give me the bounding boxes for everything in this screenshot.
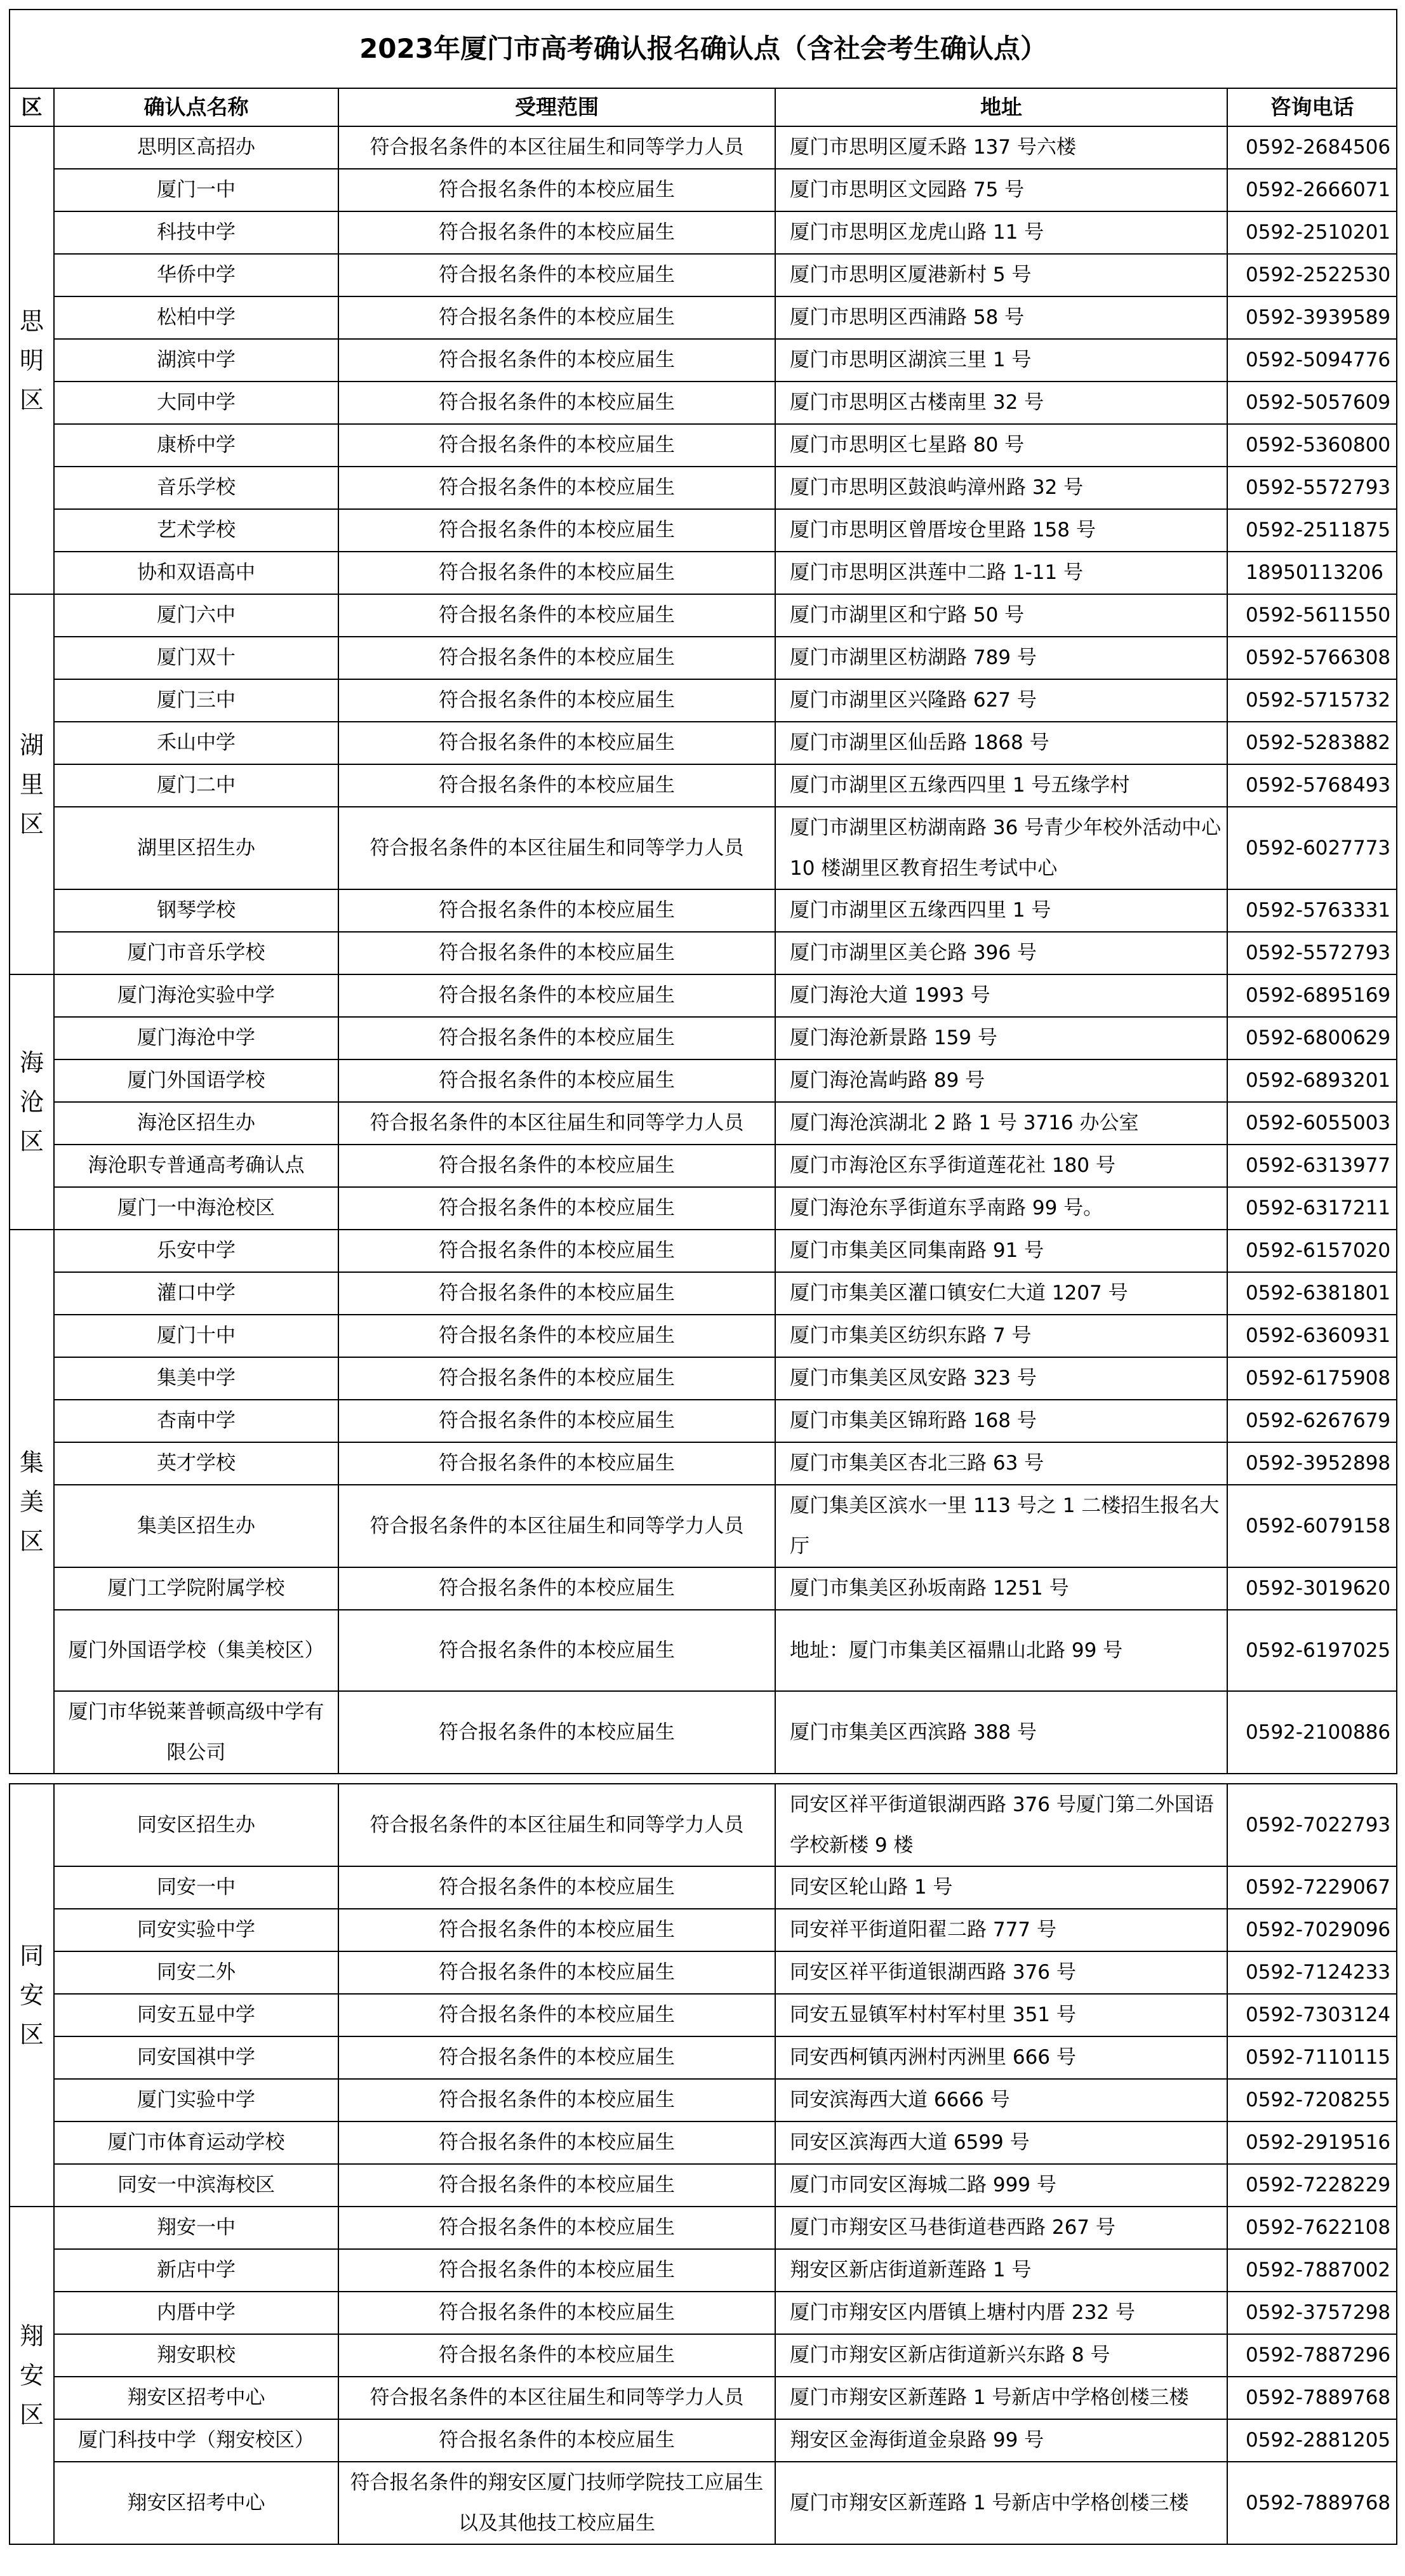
table-row [10, 382, 1397, 424]
address: 厦门海沧嵩屿路 89 号 [775, 1059, 1227, 1102]
phone: 0592-3939589 [1227, 296, 1397, 339]
header-phone: 咨询电话 [1227, 88, 1397, 126]
table-row [10, 764, 1397, 807]
address: 厦门市集美区灌口镇安仁大道 1207 号 [775, 1272, 1227, 1315]
phone: 0592-6157020 [1227, 1230, 1397, 1272]
table-row [10, 1784, 1397, 1866]
scope: 符合报名条件的本校应届生 [338, 1994, 775, 2036]
scope: 符合报名条件的本校应届生 [338, 1909, 775, 1951]
scope: 符合报名条件的本校应届生 [338, 382, 775, 424]
site-name: 厦门外国语学校（集美校区） [54, 1610, 338, 1691]
scope: 符合报名条件的本校应届生 [338, 932, 775, 974]
table-row [10, 339, 1397, 382]
phone: 0592-6267679 [1227, 1400, 1397, 1442]
scope: 符合报名条件的本校应届生 [338, 2249, 775, 2292]
scope: 符合报名条件的本校应届生 [338, 2079, 775, 2121]
address: 厦门市思明区曾厝垵仓里路 158 号 [775, 509, 1227, 552]
table-row [10, 637, 1397, 679]
scope: 符合报名条件的本校应届生 [338, 2334, 775, 2377]
table-row [10, 1485, 1397, 1567]
site-name: 灌口中学 [54, 1272, 338, 1315]
phone: 0592-6360931 [1227, 1315, 1397, 1357]
site-name: 厦门工学院附属学校 [54, 1567, 338, 1610]
site-name: 厦门市音乐学校 [54, 932, 338, 974]
phone: 0592-6197025 [1227, 1610, 1397, 1691]
phone: 0592-5572793 [1227, 932, 1397, 974]
phone: 0592-2100886 [1227, 1691, 1397, 1774]
site-name: 厦门市体育运动学校 [54, 2121, 338, 2164]
table-row [10, 1102, 1397, 1145]
scope: 符合报名条件的本校应届生 [338, 211, 775, 254]
phone: 0592-6079158 [1227, 1485, 1397, 1567]
phone: 0592-7887296 [1227, 2334, 1397, 2377]
table-row [10, 1691, 1397, 1774]
header-district: 区 [10, 88, 54, 126]
table-row [10, 2164, 1397, 2207]
scope: 符合报名条件的本校应届生 [338, 2121, 775, 2164]
phone: 0592-2881205 [1227, 2419, 1397, 2462]
phone: 0592-6381801 [1227, 1272, 1397, 1315]
site-name: 音乐学校 [54, 467, 338, 509]
address: 厦门市海沧区东孚街道莲花社 180 号 [775, 1145, 1227, 1187]
table-row [10, 1610, 1397, 1691]
site-name: 翔安职校 [54, 2334, 338, 2377]
phone: 0592-5360800 [1227, 424, 1397, 467]
district-label: 思明区 [19, 307, 44, 414]
scope: 符合报名条件的本校应届生 [338, 1866, 775, 1909]
scope: 符合报名条件的本校应届生 [338, 424, 775, 467]
table-row [10, 1059, 1397, 1102]
table-body-2 [10, 1784, 1397, 2544]
table-row [10, 1994, 1397, 2036]
table-row [10, 974, 1397, 1017]
site-name: 华侨中学 [54, 254, 338, 296]
scope: 符合报名条件的本校应届生 [338, 254, 775, 296]
address: 厦门市同安区海城二路 999 号 [775, 2164, 1227, 2207]
site-name: 英才学校 [54, 1442, 338, 1485]
scope: 符合报名条件的本校应届生 [338, 1691, 775, 1774]
phone: 0592-7229067 [1227, 1866, 1397, 1909]
table-row [10, 2462, 1397, 2544]
address: 厦门海沧东孚街道东孚南路 99 号。 [775, 1187, 1227, 1230]
district-label: 集美区 [19, 1448, 44, 1555]
phone: 0592-7889768 [1227, 2377, 1397, 2419]
site-name: 厦门十中 [54, 1315, 338, 1357]
scope: 符合报名条件的本校应届生 [338, 1230, 775, 1272]
site-name: 集美区招生办 [54, 1485, 338, 1567]
scope: 符合报名条件的本校应届生 [338, 2419, 775, 2462]
site-name: 同安一中 [54, 1866, 338, 1909]
address: 厦门市湖里区和宁路 50 号 [775, 594, 1227, 637]
site-name: 厦门市华锐莱普顿高级中学有限公司 [54, 1691, 338, 1774]
site-name: 大同中学 [54, 382, 338, 424]
address: 厦门市湖里区五缘西四里 1 号五缘学村 [775, 764, 1227, 807]
address: 地址：厦门市集美区福鼎山北路 99 号 [775, 1610, 1227, 1691]
table-main [9, 9, 1397, 1774]
site-name: 厦门外国语学校 [54, 1059, 338, 1102]
address: 同安西柯镇丙洲村丙洲里 666 号 [775, 2036, 1227, 2079]
scope: 符合报名条件的本校应届生 [338, 1442, 775, 1485]
site-name: 科技中学 [54, 211, 338, 254]
scope: 符合报名条件的本区往届生和同等学力人员 [338, 807, 775, 889]
scope: 符合报名条件的本校应届生 [338, 2164, 775, 2207]
table-row [10, 169, 1397, 211]
scope: 符合报名条件的本校应届生 [338, 974, 775, 1017]
scope: 符合报名条件的本校应届生 [338, 2292, 775, 2334]
scope: 符合报名条件的本区往届生和同等学力人员 [338, 126, 775, 169]
address: 同安五显镇军村村军村里 351 号 [775, 1994, 1227, 2036]
address: 厦门市翔安区新店街道新兴东路 8 号 [775, 2334, 1227, 2377]
phone: 0592-7303124 [1227, 1994, 1397, 2036]
scope: 符合报名条件的本校应届生 [338, 2036, 775, 2079]
district-cell [10, 2207, 54, 2544]
table-row [10, 932, 1397, 974]
address: 厦门市翔安区新莲路 1 号新店中学格创楼三楼 [775, 2377, 1227, 2419]
site-name: 厦门海沧实验中学 [54, 974, 338, 1017]
scope: 符合报名条件的本校应届生 [338, 169, 775, 211]
table-body-1 [10, 126, 1397, 1774]
phone: 0592-5283882 [1227, 722, 1397, 764]
address: 厦门市湖里区枋湖路 789 号 [775, 637, 1227, 679]
site-name: 厦门实验中学 [54, 2079, 338, 2121]
site-name: 湖滨中学 [54, 339, 338, 382]
table-row [10, 2121, 1397, 2164]
address: 厦门市集美区锦珩路 168 号 [775, 1400, 1227, 1442]
phone: 0592-5715732 [1227, 679, 1397, 722]
scope: 符合报名条件的本校应届生 [338, 889, 775, 932]
address: 同安区祥平街道银湖西路 376 号厦门第二外国语学校新楼 9 楼 [775, 1784, 1227, 1866]
address: 同安区轮山路 1 号 [775, 1866, 1227, 1909]
district-cell [10, 126, 54, 594]
table-row [10, 2377, 1397, 2419]
phone: 0592-5057609 [1227, 382, 1397, 424]
phone: 0592-3757298 [1227, 2292, 1397, 2334]
address: 同安区祥平街道银湖西路 376 号 [775, 1951, 1227, 1994]
scope: 符合报名条件的本校应届生 [338, 1017, 775, 1059]
site-name: 钢琴学校 [54, 889, 338, 932]
table-row [10, 1145, 1397, 1187]
table-row [10, 2292, 1397, 2334]
table-row [10, 254, 1397, 296]
header-address: 地址 [775, 88, 1227, 126]
address: 厦门市思明区鼓浪屿漳州路 32 号 [775, 467, 1227, 509]
address: 厦门市集美区同集南路 91 号 [775, 1230, 1227, 1272]
header-scope: 受理范围 [338, 88, 775, 126]
address: 厦门市集美区西滨路 388 号 [775, 1691, 1227, 1774]
district-label: 海沧区 [19, 1049, 44, 1155]
site-name: 协和双语高中 [54, 552, 338, 594]
scope: 符合报名条件的本校应届生 [338, 1187, 775, 1230]
table-row [10, 807, 1397, 889]
address: 厦门市翔安区马巷街道巷西路 267 号 [775, 2207, 1227, 2249]
scope: 符合报名条件的本校应届生 [338, 2207, 775, 2249]
address: 厦门市思明区厦港新村 5 号 [775, 254, 1227, 296]
scope: 符合报名条件的本校应届生 [338, 594, 775, 637]
phone: 0592-3019620 [1227, 1567, 1397, 1610]
table-row [10, 1442, 1397, 1485]
scope: 符合报名条件的本校应届生 [338, 679, 775, 722]
address: 厦门海沧新景路 159 号 [775, 1017, 1227, 1059]
district-label: 湖里区 [19, 731, 44, 838]
site-name: 同安实验中学 [54, 1909, 338, 1951]
address: 厦门市思明区湖滨三里 1 号 [775, 339, 1227, 382]
phone: 0592-7022793 [1227, 1784, 1397, 1866]
scope: 符合报名条件的本校应届生 [338, 1272, 775, 1315]
phone: 18950113206 [1227, 552, 1397, 594]
scope: 符合报名条件的本校应届生 [338, 637, 775, 679]
site-name: 厦门一中 [54, 169, 338, 211]
phone: 0592-5763331 [1227, 889, 1397, 932]
phone: 0592-5611550 [1227, 594, 1397, 637]
scope: 符合报名条件的本校应届生 [338, 722, 775, 764]
address: 厦门市湖里区美仑路 396 号 [775, 932, 1227, 974]
scope: 符合报名条件的本校应届生 [338, 1145, 775, 1187]
address: 厦门市湖里区五缘西四里 1 号 [775, 889, 1227, 932]
district-label: 同安区 [19, 1942, 44, 2048]
site-name: 厦门科技中学（翔安校区） [54, 2419, 338, 2462]
address: 厦门市湖里区兴隆路 627 号 [775, 679, 1227, 722]
table-row [10, 509, 1397, 552]
address: 厦门市思明区龙虎山路 11 号 [775, 211, 1227, 254]
address: 厦门市思明区古楼南里 32 号 [775, 382, 1227, 424]
scope: 符合报名条件的本校应届生 [338, 1357, 775, 1400]
address: 厦门市思明区洪莲中二路 1-11 号 [775, 552, 1227, 594]
table-row [10, 552, 1397, 594]
site-name: 松柏中学 [54, 296, 338, 339]
site-name: 厦门三中 [54, 679, 338, 722]
phone: 0592-7110115 [1227, 2036, 1397, 2079]
table-row [10, 2207, 1397, 2249]
phone: 0592-5768493 [1227, 764, 1397, 807]
site-name: 厦门双十 [54, 637, 338, 679]
site-name: 湖里区招生办 [54, 807, 338, 889]
phone: 0592-6055003 [1227, 1102, 1397, 1145]
phone: 0592-6317211 [1227, 1187, 1397, 1230]
scope: 符合报名条件的本校应届生 [338, 1059, 775, 1102]
scope: 符合报名条件的本校应届生 [338, 1315, 775, 1357]
phone: 0592-7622108 [1227, 2207, 1397, 2249]
scope: 符合报名条件的本校应届生 [338, 1567, 775, 1610]
scope: 符合报名条件的本校应届生 [338, 764, 775, 807]
table-row [10, 211, 1397, 254]
district-cell [10, 594, 54, 974]
site-name: 康桥中学 [54, 424, 338, 467]
phone: 0592-6313977 [1227, 1145, 1397, 1187]
site-name: 同安国祺中学 [54, 2036, 338, 2079]
phone: 0592-6175908 [1227, 1357, 1397, 1400]
scope: 符合报名条件的本校应届生 [338, 509, 775, 552]
site-name: 海沧区招生办 [54, 1102, 338, 1145]
table-row [10, 1400, 1397, 1442]
phone: 0592-5766308 [1227, 637, 1397, 679]
scope: 符合报名条件的本区往届生和同等学力人员 [338, 1784, 775, 1866]
table-row [10, 2036, 1397, 2079]
table-row [10, 722, 1397, 764]
address: 厦门市湖里区枋湖南路 36 号青少年校外活动中心 10 楼湖里区教育招生考试中心 [775, 807, 1227, 889]
site-name: 乐安中学 [54, 1230, 338, 1272]
site-name: 集美中学 [54, 1357, 338, 1400]
site-name: 厦门二中 [54, 764, 338, 807]
table-row [10, 889, 1397, 932]
site-name: 厦门海沧中学 [54, 1017, 338, 1059]
site-name: 同安区招生办 [54, 1784, 338, 1866]
table-row [10, 1272, 1397, 1315]
table-row [10, 2249, 1397, 2292]
phone: 0592-7124233 [1227, 1951, 1397, 1994]
phone: 0592-2522530 [1227, 254, 1397, 296]
scope: 符合报名条件的翔安区厦门技师学院技工应届生以及其他技工校应届生 [338, 2462, 775, 2544]
scope: 符合报名条件的本区往届生和同等学力人员 [338, 2377, 775, 2419]
phone: 0592-6027773 [1227, 807, 1397, 889]
district-cell [10, 974, 54, 1230]
scope: 符合报名条件的本校应届生 [338, 339, 775, 382]
address: 同安滨海西大道 6666 号 [775, 2079, 1227, 2121]
table-row [10, 1567, 1397, 1610]
table-continued [9, 1783, 1397, 2545]
table-row [10, 424, 1397, 467]
table-gap [9, 1774, 1396, 1783]
phone: 0592-2919516 [1227, 2121, 1397, 2164]
registration-sheet [9, 9, 1396, 2545]
scope: 符合报名条件的本校应届生 [338, 296, 775, 339]
phone: 0592-2511875 [1227, 509, 1397, 552]
site-name: 同安二外 [54, 1951, 338, 1994]
phone: 0592-7889768 [1227, 2462, 1397, 2544]
address: 厦门市集美区杏北三路 63 号 [775, 1442, 1227, 1485]
phone: 0592-2666071 [1227, 169, 1397, 211]
site-name: 翔安一中 [54, 2207, 338, 2249]
phone: 0592-2684506 [1227, 126, 1397, 169]
address: 同安区滨海西大道 6599 号 [775, 2121, 1227, 2164]
site-name: 翔安区招考中心 [54, 2377, 338, 2419]
page-title: 2023年厦门市高考确认报名确认点（含社会考生确认点） [10, 10, 1397, 88]
phone: 0592-6895169 [1227, 974, 1397, 1017]
table-row [10, 1951, 1397, 1994]
address: 厦门市翔安区新莲路 1 号新店中学格创楼三楼 [775, 2462, 1227, 2544]
site-name: 同安五显中学 [54, 1994, 338, 2036]
phone: 0592-6893201 [1227, 1059, 1397, 1102]
address: 翔安区金海街道金泉路 99 号 [775, 2419, 1227, 2462]
district-label: 翔安区 [19, 2322, 44, 2429]
phone: 0592-5094776 [1227, 339, 1397, 382]
phone: 0592-6800629 [1227, 1017, 1397, 1059]
site-name: 同安一中滨海校区 [54, 2164, 338, 2207]
district-cell [10, 1230, 54, 1774]
address: 厦门集美区滨水一里 113 号之 1 二楼招生报名大厅 [775, 1485, 1227, 1567]
table-row [10, 1357, 1397, 1400]
table-row [10, 1315, 1397, 1357]
address: 厦门市集美区凤安路 323 号 [775, 1357, 1227, 1400]
site-name: 海沧职专普通高考确认点 [54, 1145, 338, 1187]
table-row [10, 594, 1397, 637]
address: 厦门市思明区文园路 75 号 [775, 169, 1227, 211]
address: 翔安区新店街道新莲路 1 号 [775, 2249, 1227, 2292]
scope: 符合报名条件的本校应届生 [338, 1951, 775, 1994]
scope: 符合报名条件的本校应届生 [338, 467, 775, 509]
scope: 符合报名条件的本校应届生 [338, 1610, 775, 1691]
address: 厦门海沧滨湖北 2 路 1 号 3716 办公室 [775, 1102, 1227, 1145]
table-row [10, 2419, 1397, 2462]
address: 厦门市集美区孙坂南路 1251 号 [775, 1567, 1227, 1610]
scope: 符合报名条件的本区往届生和同等学力人员 [338, 1485, 775, 1567]
table-row [10, 1230, 1397, 1272]
phone: 0592-7228229 [1227, 2164, 1397, 2207]
site-name: 杏南中学 [54, 1400, 338, 1442]
table-row [10, 467, 1397, 509]
site-name: 翔安区招考中心 [54, 2462, 338, 2544]
phone: 0592-5572793 [1227, 467, 1397, 509]
table-row [10, 2334, 1397, 2377]
phone: 0592-7029096 [1227, 1909, 1397, 1951]
address: 厦门海沧大道 1993 号 [775, 974, 1227, 1017]
phone: 0592-2510201 [1227, 211, 1397, 254]
table-row [10, 1866, 1397, 1909]
site-name: 艺术学校 [54, 509, 338, 552]
address: 厦门市湖里区仙岳路 1868 号 [775, 722, 1227, 764]
table-row [10, 679, 1397, 722]
district-cell [10, 1784, 54, 2207]
site-name: 厦门一中海沧校区 [54, 1187, 338, 1230]
address: 厦门市翔安区内厝镇上塘村内厝 232 号 [775, 2292, 1227, 2334]
header-name: 确认点名称 [54, 88, 338, 126]
scope: 符合报名条件的本区往届生和同等学力人员 [338, 1102, 775, 1145]
address: 同安祥平街道阳翟二路 777 号 [775, 1909, 1227, 1951]
site-name: 内厝中学 [54, 2292, 338, 2334]
address: 厦门市思明区七星路 80 号 [775, 424, 1227, 467]
address: 厦门市思明区厦禾路 137 号六楼 [775, 126, 1227, 169]
table-row [10, 1187, 1397, 1230]
address: 厦门市集美区纺织东路 7 号 [775, 1315, 1227, 1357]
table-row [10, 126, 1397, 169]
table-row [10, 296, 1397, 339]
phone: 0592-7887002 [1227, 2249, 1397, 2292]
scope: 符合报名条件的本校应届生 [338, 1400, 775, 1442]
phone: 0592-3952898 [1227, 1442, 1397, 1485]
phone: 0592-7208255 [1227, 2079, 1397, 2121]
table-row [10, 2079, 1397, 2121]
table-row [10, 1017, 1397, 1059]
site-name: 新店中学 [54, 2249, 338, 2292]
scope: 符合报名条件的本校应届生 [338, 552, 775, 594]
address: 厦门市思明区西浦路 58 号 [775, 296, 1227, 339]
site-name: 厦门六中 [54, 594, 338, 637]
site-name: 禾山中学 [54, 722, 338, 764]
site-name: 思明区高招办 [54, 126, 338, 169]
table-row [10, 1909, 1397, 1951]
